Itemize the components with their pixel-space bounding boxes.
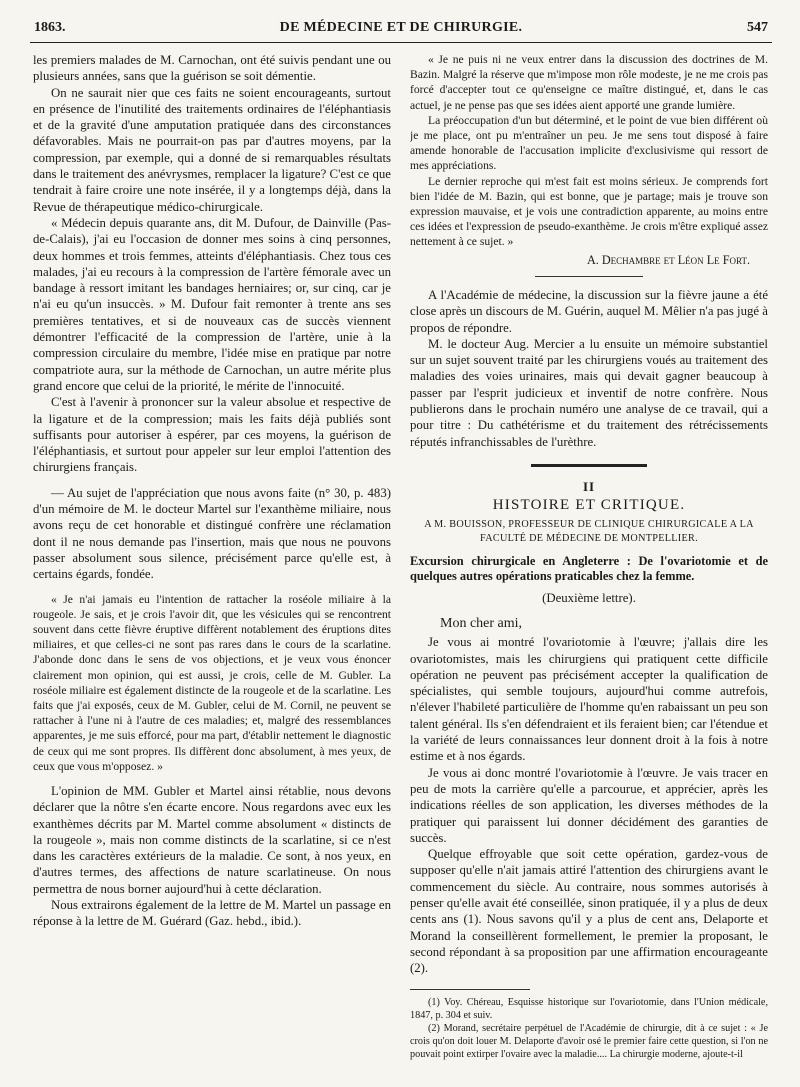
paragraph: Je vous ai donc montré l'ovariotomie à l'œuvre. Je vais tracer en peu de mots la carrière qu'elle a parcourue, et apprécier, après les indications réelles de son application, les diverses méthodes de la pratiquer qui paraissent lui donner décidément des garanties de succès.: [410, 765, 768, 845]
footnote: (2) Morand, secrétaire perpétuel de l'Académie de chirurgie, dit à ce sujet : « Je crois qu'on doit louer M. Delaporte d'avoir osé le premier faire cette question, si l'on ne pouvait point extirper l'ovaire avec la maladie.... La chirurgie moderne, ajoute-t-il: [410, 1022, 768, 1061]
paragraph: Nous extrairons également de la lettre de M. Martel un passage en réponse à la lettre de M. Guérard (Gaz. hebd., ibid.).: [33, 898, 391, 929]
paragraph: M. le docteur Aug. Mercier a lu ensuite un mémoire substantiel sur un sujet souvent traité par les chirurgiens voués au traitement des maladies des voies urinaires, mais qui devait gagner beaucoup à passer par l'esprit judicieux et inventif de notre confrère. Nous publierons dans le prochain numéro une analyse de ce travail, qui a pour titre : Du cathétérisme et du traitement des rétrécissements réputés infranchissables de l'urèthre.: [410, 336, 768, 449]
paragraph: — Au sujet de l'appréciation que nous avons faite (n° 30, p. 483) d'un mémoire de M. le docteur Martel sur l'exanthème miliaire, nous avons reçu de cet honorable et distingué confrère une réclamation dont il ne nous demande pas l'insertion, mais que nous ne pouvons passer absolument sous silence, précisément parce qu'elle est, à certains égards, fondée.: [33, 485, 391, 582]
paragraph: « Médecin depuis quarante ans, dit M. Dufour, de Dainville (Pas-de-Calais), j'ai eu l'occasion de donner mes soins à cinq personnes, deux hommes et trois femmes, atteints d'éléphantiasis. Chez tous ces malades, j'ai eu recours à la compression de l'artère fémorale avec un bandage à ressort imitant les bandages herniaires; or, sur cinq, car je n'ai eu qu'un insuccès. » M. Dufour fait remonter à trente ans ses premières tentatives, et si de nouveaux cas de succès viennent démontrer l'efficacité de la compression de l'artère, unie à la compression circulaire du membre, l'idée mise en pratique par notre compatriote aura, sur la méthode de Carnochan, un autre mérite plus grand encore que celui de la priorité, le mérite de l'innocuité.: [33, 215, 391, 393]
quoted-reply: « Je ne puis ni ne veux entrer dans la discussion des doctrines de M. Bazin. Malgré la réserve que m'impose mon rôle modeste, je ne me crois pas forcé d'accepter tout ce qu'enseigne ce maître distingué, et, dans le cas actuel, je ne pense pas que ses idées aient apporté une grande lumière.: [410, 53, 768, 112]
section-divider: [531, 464, 647, 467]
paragraph: L'opinion de MM. Gubler et Martel ainsi rétablie, nous devons déclarer que la nôtre s'en écarte encore. Nous regardons avec eux les exanthèmes décrits par M. Martel comme absolument « distincts de la rougeole », mais non comme distincts de la scarlatine, si ce n'est dans les caractères extérieurs de la maladie. Ce sont, à nos yeux, en d'autres termes, des affections de nature scarlatineuse. On nous permettra de nous borner aujourd'hui à cette déclaration.: [33, 783, 391, 896]
section-title: HISTOIRE ET CRITIQUE.: [492, 497, 686, 514]
article-title: Excursion chirurgicale en Angleterre : De l'ovariotomie et de quelques autres opérations praticables chez la femme.: [410, 553, 768, 584]
right-column: [410, 52, 768, 1077]
section-number: II: [582, 478, 596, 494]
header-journal-title: DE MÉDECINE ET DE CHIRURGIE.: [279, 20, 523, 35]
quoted-letter: « Je n'ai jamais eu l'intention de rattacher la roséole miliaire à la rougeole. Je sais, et je crois l'avoir dit, que les vésicules qui se rencontrent souvent dans cette fièvre éruptive diffèrent notablement des éruptions dites miliaires, et que celles-ci ne sont pas rares dans le cours de la scarlatine. J'abonde donc dans le sens de vos objections, et je veux vous énoncer clairement mon opinion, qui est aussi, je crois, celle de M. Gubler. La roséole miliaire est également distincte de la rougeole et de la scarlatine. Les faits que j'ai exposés, ceux de M. Gubler, celui de M. Cornil, ne peuvent se rattacher à l'une ni à l'autre de ces maladies; et, malgré des ressemblances apparentes, je me suis efforcé, pour ma part, d'établir nettement le diagnostic de ceux qui me sont propres. Ils diffèrent donc absolument, à mes yeux, de ceux que vous m'opposez. »: [33, 592, 391, 773]
footnote: (1) Voy. Chéreau, Esquisse historique sur l'ovariotomie, dans l'Union médicale, 1847, p. 304 et suiv.: [410, 996, 768, 1021]
dedication: A M. BOUISSON, PROFESSEUR DE CLINIQUE CHIRURGICALE A LA FACULTÉ DE MÉDECINE DE MONTPELLIER.: [424, 518, 754, 544]
quoted-reply: La préoccupation d'un but déterminé, et le point de vue bien différent où je me place, ont pu m'entraîner un peu. Je me sens tout disposé à faire amende honorable de l'accusation implicite d'exclusivisme qui ressort de mes appréciations.: [410, 113, 768, 173]
page-number: 547: [747, 20, 768, 35]
paragraph: Quelque effroyable que soit cette opération, gardez-vous de supposer qu'elle n'ait jamais attiré l'attention des chirurgiens avant le commencement du siècle. Au contraire, nous sommes autorisés à penser qu'elle avait été conseillée, sinon pratiquée, il y a plus de deux cents ans (1). Nous savons qu'il y a plus de cent ans, Delaporte et Morand la conseillèrent formellement, le premier la proposant, le second répondant à sa proposition par une affirmation encourageante (2).: [410, 847, 768, 976]
quoted-reply: Le dernier reproche qui m'est fait est moins sérieux. Je comprends fort bien l'idée de M. Bazin, qui est bonne, que je partage; mais je trouve son expression mauvaise, et je vois une contradiction apparente, au moins entre ces idées et l'expression de pseudo-exanthème. Je crois m'être expliqué assez nettement à ce sujet. »: [410, 174, 768, 249]
spacer: [33, 583, 391, 592]
paragraph: On ne saurait nier que ces faits ne soient encourageants, surtout en présence de l'inutilité des traitements ordinaires de l'éléphantiasis et de la gravité d'une amputation pratiquée dans des circonstances défavorables. Mais ne pourrait-on pas par d'autres moyens, par la compression, par exemple, qui a donné de si remarquables résultats dans le traitement des anévrysmes, remplacer la ligature? C'est ce que tendrait à faire croire une note insérée, il y a longtemps déjà, dans la Revue de thérapeutique médico-chirurgicale.: [33, 85, 391, 214]
paragraph: Je vous ai montré l'ovariotomie à l'œuvre; j'allais dire les ovariotomistes, mais les chirurgiens qui pratiquent cette difficile opération ne peuvent pas précisément accepter la qualification de spécialistes, qui semble toujours, aujourd'hui comme autrefois, n'élever l'habileté particulière de l'homme qu'en rabaissant un peu son talent général. Ils s'en défendraient et ils feraient bien; car l'étendue et la variété de leurs connaissances leur donnent droit à la fois à notre estime et à nos égards.: [410, 635, 768, 764]
paragraph: les premiers malades de M. Carnochan, ont été suivis pendant une ou plusieurs années, sans que la guérison se soit démentie.: [33, 53, 391, 84]
signature: A. Dechambre et Léon Le Fort.: [586, 252, 750, 267]
header-year: 1863.: [34, 20, 66, 35]
paragraph: C'est à l'avenir à prononcer sur la valeur absolue et respective de la ligature et de la compression; mais les faits déjà publiés sont suffisants pour autoriser à espérer, par ces moyens, la guérison de l'éléphantiasis, et surtout pour appeler sur leur emploi l'attention des chirurgiens français.: [33, 395, 391, 475]
letter-number: (Deuxième lettre).: [542, 590, 636, 605]
running-header: [30, 18, 772, 43]
footnote-divider: [410, 989, 530, 990]
spacer: [33, 476, 391, 485]
left-column: [33, 52, 391, 1077]
spacer: [33, 774, 391, 783]
paragraph: A l'Académie de médecine, la discussion sur la fièvre jaune a été close après un discours de M. Guérin, auquel M. Mêlier n'a pas jugé à propos de répondre.: [410, 287, 768, 335]
divider: [535, 276, 643, 277]
greeting: Mon cher ami,: [440, 615, 523, 631]
